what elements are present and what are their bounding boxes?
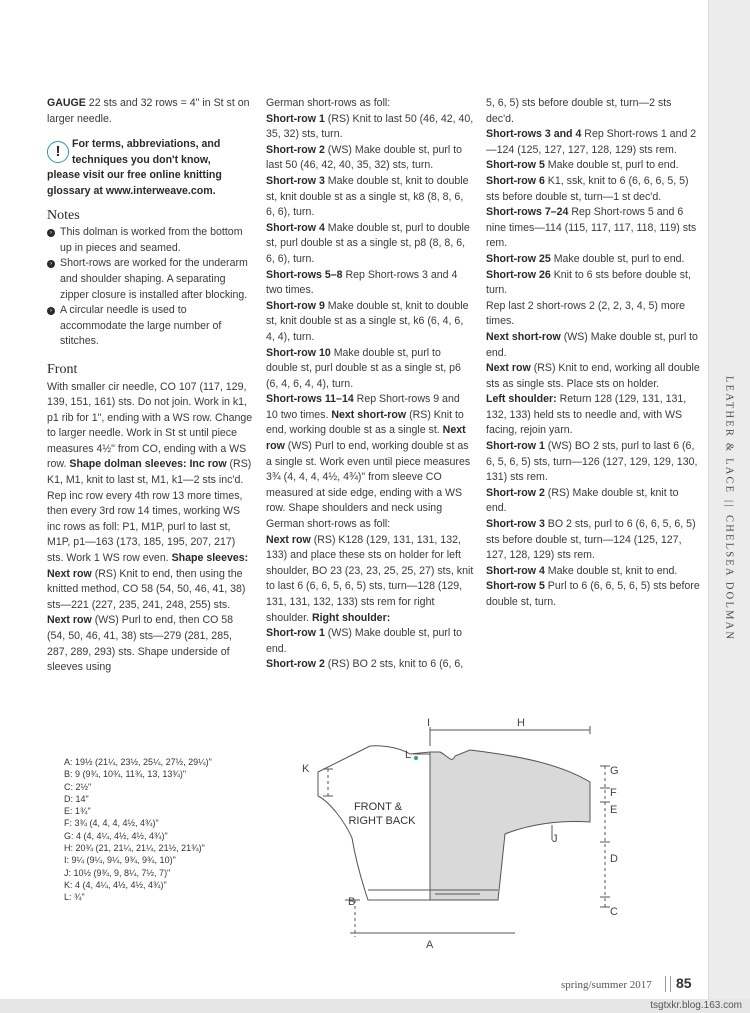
label-h: H xyxy=(517,717,525,729)
measurement-k: K: 4 (4, 4¼, 4½, 4½, 4¾)" xyxy=(64,879,167,890)
front-heading: Front xyxy=(47,361,78,377)
notes-heading: Notes xyxy=(47,207,80,223)
instruction: Short-row 2 (RS) BO 2 sts, knit to 6 (6, 6, xyxy=(266,658,464,671)
label-c: C xyxy=(610,906,618,918)
note-line-1: For terms, abbreviations, and xyxy=(72,138,221,151)
running-head xyxy=(712,376,746,656)
measurement-c: C: 2½" xyxy=(64,781,92,792)
measurement-b: B: 9 (9¾, 10¾, 11¾, 13, 13¾)" xyxy=(64,769,187,780)
instruction: Short-row 5 Make double st, purl to end. xyxy=(486,159,679,172)
instruction: Short-row 26 Knit to 6 sts before double st, turn. xyxy=(486,268,691,297)
right-back-shading xyxy=(430,750,590,900)
measurement-j: J: 10½ (9¾, 9, 8¼, 7½, 7)" xyxy=(64,867,171,878)
label-d: D xyxy=(610,853,618,865)
instruction: Short-rows 5–8 Rep Short-rows 3 and 4 two times. xyxy=(266,268,458,297)
measurement-g: G: 4 (4, 4¼, 4½, 4½, 4¾)" xyxy=(64,830,168,841)
running-head-separator: || xyxy=(723,500,735,509)
intro-text: German short-rows as foll: xyxy=(266,97,391,109)
front-paragraph: With smaller cir needle, CO 107 (117, 129, 139, 151, 161) sts. Do not join. Work in k1, p1 rib for 1", ending with a WS row. Change to larger needle. Work in St st until piece measures 4½" from CO, ending with a WS row. Shape dolman sleeves: Inc row (RS) K1, M1, knit to last st, M1, k1—2 sts inc'd. Rep inc row every 4th row 13 more times, then every 3rd row 14 times, working WS inc rows as foll: P1, M1P, purl to last st, M1P, p1—163 (173, 185, 195, 207, 217) sts. Work 1 WS row even. Shape sleeves: Next row (RS) Knit to end, then using the knitted method, CO 58 (54, 50, 46, 41, 38) sts—221 (227, 235, 241, 248, 255) sts. Next row (WS) Purl to end, then CO 58 (54, 50, 46, 41, 38) sts—279 (281, 285, 287, 289, 293) sts. Shape underside of sleeves using xyxy=(47,380,253,674)
issue-label: spring/summer 2017 xyxy=(561,979,652,991)
instruction: Short-rows 11–14 Rep Short-rows 9 and 10 two times. Next short-row (RS) Knit to end, working double st as a single st. Next row (WS) Purl to end, working double st as a single st. Work even until piece measures 3¾ (4, 4, 4, 4½, 4¾)" from sleeve CO measured at side edge, ending with a WS row. Shape shoulders and neck using German short-rows as foll: xyxy=(266,393,471,531)
instruction: Rep last 2 short-rows 2 (2, 2, 3, 4, 5) more times. xyxy=(486,299,686,328)
instruction: Short-row 25 Make double st, purl to end. xyxy=(486,252,685,265)
gauge-paragraph xyxy=(47,96,253,127)
measurement-h: H: 20¾ (21, 21¼, 21¼, 21½, 21¾)" xyxy=(64,843,205,854)
note-rest: please visit our free online knitting glossary at www.interweave.com. xyxy=(47,169,222,197)
note-line-2: techniques you don't know, xyxy=(72,153,211,166)
gauge-label: GAUGE xyxy=(47,97,86,109)
section-name: LEATHER & LACE xyxy=(723,376,735,495)
schematic-diagram xyxy=(290,712,640,957)
instruction: Short-row 6 K1, ssk, knit to 6 (6, 6, 6, 5, 5) sts before double st, turn—1 st dec'd. xyxy=(486,174,689,203)
column-1 xyxy=(47,96,253,676)
label-j: J xyxy=(552,833,558,845)
measurement-i: I: 9¼ (9¼, 9¼, 9¾, 9¾, 10)" xyxy=(64,855,176,866)
label-k: K xyxy=(302,763,310,775)
instruction: Short-rows 3 and 4 Rep Short-rows 1 and 2—124 (125, 127, 127, 128, 129) sts rem. xyxy=(486,128,697,156)
measurement-d: D: 14" xyxy=(64,793,89,804)
instruction: Short-row 4 Make double st, purl to double st, purl double st as a single st, p8 (8, 8, 6, 6, 6), turn. xyxy=(266,221,470,265)
diagram-title-line1: FRONT & xyxy=(353,801,403,813)
label-e: E xyxy=(610,804,618,816)
measurement-l: L: ¾" xyxy=(64,892,85,903)
list-item: › Short-rows are worked for the underarm and shoulder shaping. A separating zipper closure is installed after blocking. xyxy=(47,256,253,303)
instruction: Short-row 5 Purl to 6 (6, 6, 5, 6, 5) sts before double st, turn. xyxy=(486,580,700,608)
instruction: Short-row 2 (WS) Make double st, purl to last 50 (46, 42, 40, 35, 32) sts, turn. xyxy=(266,143,463,172)
glossary-note xyxy=(47,137,253,199)
instruction: Short-row 4 Make double st, knit to end. xyxy=(486,564,678,577)
column-3 xyxy=(486,96,700,611)
label-l: L xyxy=(405,749,412,761)
instruction: Short-row 10 Make double st, purl to double st, purl double st as a single st, p6 (6, 4, 6, 4, 4), turn. xyxy=(266,346,461,390)
instruction: Short-row 1 (WS) BO 2 sts, purl to last 6 (6, 6, 5, 6, 5) sts, turn—126 (127, 129, 129, 130, 131) sts rem. xyxy=(486,440,698,484)
instruction: Short-row 3 Make double st, knit to double st, knit double st as a single st, k8 (8, 8, 6, 6, 6), turn. xyxy=(266,174,469,219)
list-item: › A circular needle is used to accommodate the large number of stitches. xyxy=(47,303,253,350)
instruction: Short-rows 7–24 Rep Short-rows 5 and 6 nine times—114 (115, 117, 117, 118, 119) sts rem. xyxy=(486,206,697,250)
instruction: Short-row 2 (RS) Make double st, knit to end. xyxy=(486,486,679,515)
instruction: Next row (RS) Knit to end, working all double sts as single sts. Place sts on holder. xyxy=(486,362,700,390)
pattern-name: CHELSEA DOLMAN xyxy=(723,514,735,642)
column-2 xyxy=(266,96,474,673)
folio-separator xyxy=(665,976,671,992)
instruction: Left shoulder: Return 128 (129, 131, 131, 132, 133) held sts to needle and, with WS facing, rejoin yarn. xyxy=(486,393,687,437)
label-b: B xyxy=(348,896,356,908)
gauge-text: 22 sts and 32 rows = 4" in St st on larger needle. xyxy=(47,97,250,125)
label-i: I xyxy=(427,717,431,729)
instruction: Short-row 9 Make double st, knit to double st, knit double st as a single st, k6 (6, 4, 6, 4, 4), turn. xyxy=(266,299,469,343)
instruction: Next short-row (WS) Make double st, purl to end. xyxy=(486,330,698,359)
exclamation-icon: ! xyxy=(47,141,69,163)
page-number: 85 xyxy=(676,975,692,991)
watermark-credit: tsgtxkr.blog.163.com xyxy=(650,1000,742,1011)
label-f: F xyxy=(610,787,617,799)
label-g: G xyxy=(610,765,619,777)
bullet-icon: › xyxy=(47,229,55,237)
label-a: A xyxy=(426,939,434,951)
instruction: Next row (RS) K128 (129, 131, 131, 132, 133) and place these sts on holder for left shoulder, BO 23 (23, 23, 25, 25, 27) sts, knit to last 6 (6, 6, 5, 6, 5) sts, turn—128 (129, 131, 131, 132, 133) sts rem for right shoulder. Right shoulder: xyxy=(266,533,474,624)
instruction: Short-row 1 (RS) Knit to last 50 (46, 42, 40, 35, 32) sts, turn. xyxy=(266,112,474,141)
measurement-e: E: 1¾" xyxy=(64,806,91,817)
measurements-list xyxy=(64,756,212,904)
bullet-icon: › xyxy=(47,260,55,268)
bullet-icon: › xyxy=(47,307,55,315)
measurement-f: F: 3¾ (4, 4, 4, 4½, 4¾)" xyxy=(64,818,159,829)
list-item: › This dolman is worked from the bottom up in pieces and seamed. xyxy=(47,225,253,256)
neck-marker xyxy=(414,756,418,760)
diagram-title-line2: RIGHT BACK xyxy=(348,815,416,827)
instruction: Short-row 1 (WS) Make double st, purl to end. xyxy=(266,627,463,655)
footer-bar xyxy=(0,999,750,1013)
measurement-a: A: 19½ (21¼, 23½, 25¼, 27½, 29¼)" xyxy=(64,757,212,767)
instruction: Short-row 3 BO 2 sts, purl to 6 (6, 6, 5, 6, 5) sts before double st, turn—124 (125, 127, 127, 128, 129) sts rem. xyxy=(486,518,696,562)
instruction: 5, 6, 5) sts before double st, turn—2 sts dec'd. xyxy=(486,97,672,125)
notes-list xyxy=(47,225,253,350)
